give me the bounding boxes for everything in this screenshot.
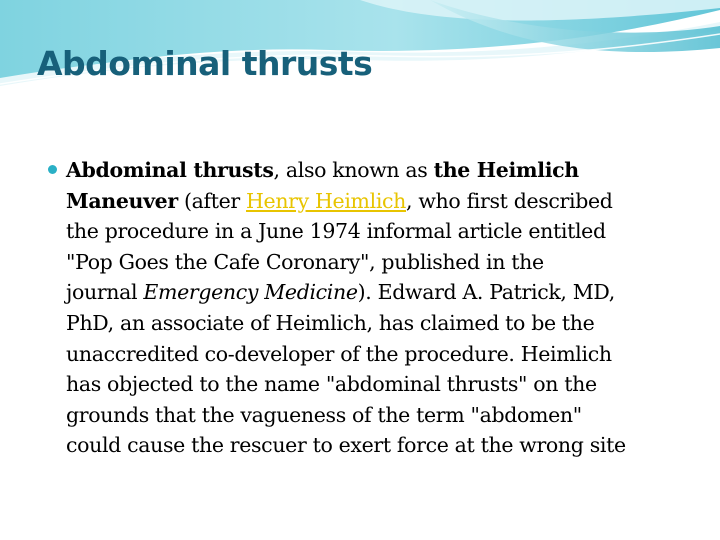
- bullet-item: [48, 155, 678, 461]
- slide-title: Abdominal thrusts: [37, 44, 373, 83]
- text-segment: (after: [177, 188, 247, 213]
- bullet-text: [66, 155, 678, 461]
- term-abdominal-thrusts: Abdominal thrusts: [66, 158, 274, 182]
- text-line-6: PhD, an associate of Heimlich, has claimed to be the: [66, 310, 595, 335]
- term-heimlich: the Heimlich: [433, 158, 579, 182]
- henry-heimlich-link[interactable]: Henry Heimlich: [246, 188, 407, 213]
- slide-content: [48, 155, 678, 461]
- text-line-8: has objected to the name "abdominal thrusts" on the: [66, 372, 597, 397]
- text-line-9: grounds that the vagueness of the term "abdomen": [66, 402, 582, 427]
- text-line-7: unaccredited co-developer of the procedure. Heimlich: [66, 341, 612, 366]
- text-line-4: "Pop Goes the Cafe Coronary", published in the: [66, 249, 544, 274]
- journal-name: Emergency Medicine: [143, 280, 358, 305]
- text-line-3: the procedure in a June 1974 informal article entitled: [66, 219, 606, 244]
- text-segment: , who first described: [406, 188, 613, 213]
- bullet-dot-icon: [48, 165, 57, 174]
- text-line-2: [66, 186, 678, 217]
- text-line-1: [66, 155, 678, 186]
- term-maneuver: Maneuver: [66, 188, 178, 213]
- text-segment: journal: [66, 280, 144, 305]
- text-segment: ). Edward A. Patrick, MD,: [357, 280, 615, 305]
- text-segment: , also known as: [273, 158, 434, 182]
- text-line-5: [66, 277, 678, 308]
- text-line-10: could cause the rescuer to exert force at the wrong site: [66, 433, 626, 458]
